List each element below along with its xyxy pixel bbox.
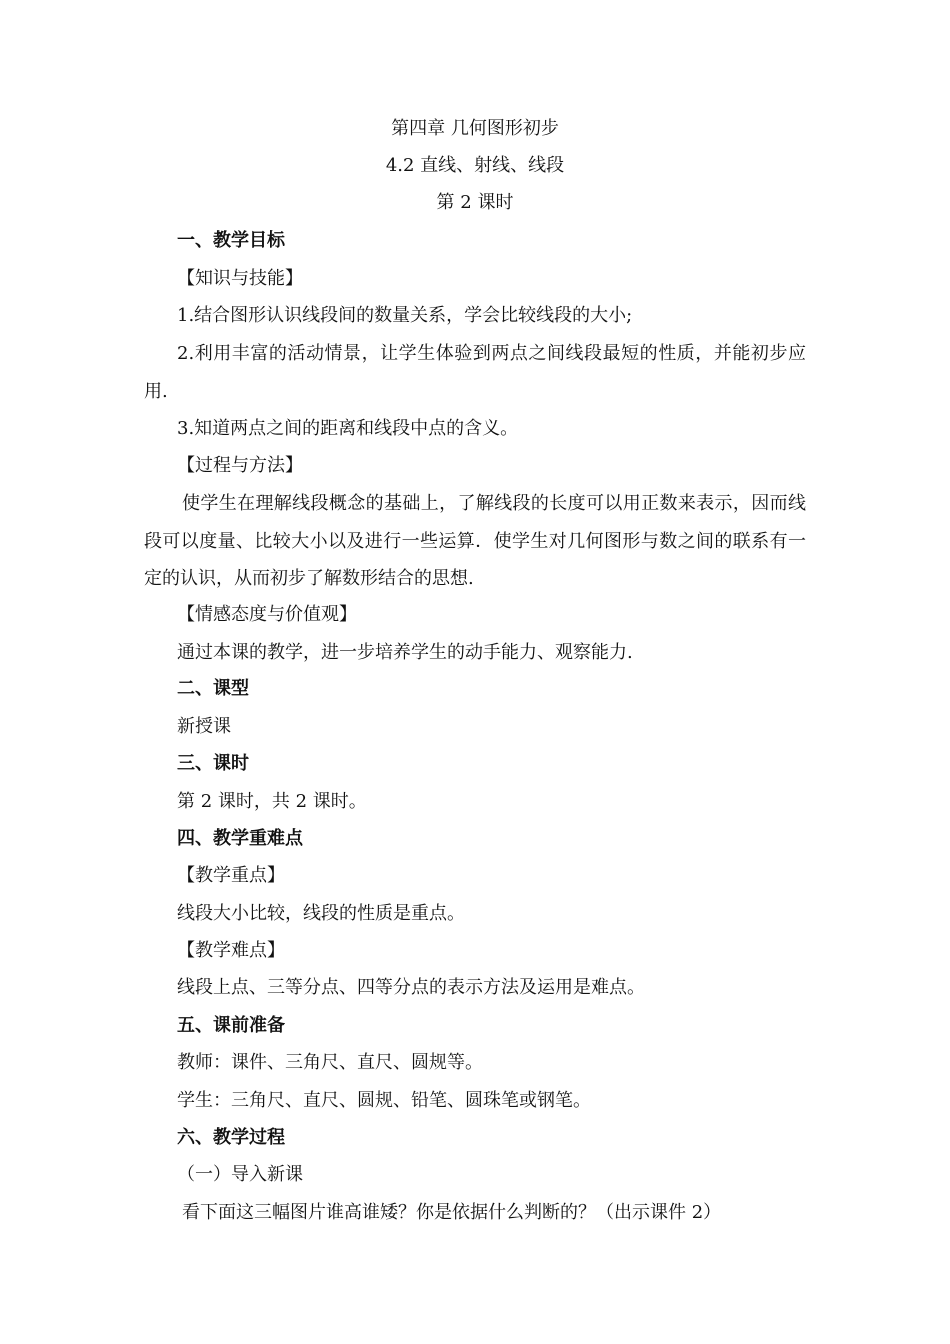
goal-item-3: 3.知道两点之间的距离和线段中点的含义。	[177, 418, 519, 439]
goal-item-1: 1.结合图形认识线段间的数量关系，学会比较线段的大小;	[177, 305, 633, 326]
difficulty-label: 【教学难点】	[177, 940, 285, 961]
lesson-title: 第 2 课时	[436, 192, 514, 213]
focus-label: 【教学重点】	[177, 865, 285, 886]
process-sub1: （一）导入新课	[177, 1164, 303, 1185]
prep-teacher: 教师：课件、三角尺、直尺、圆规等。	[177, 1052, 483, 1073]
type-heading: 二、课型	[177, 678, 249, 699]
emotion-text: 通过本课的教学，进一步培养学生的动手能力、观察能力.	[177, 642, 633, 663]
prep-heading: 五、课前准备	[177, 1015, 285, 1036]
chapter-title: 第四章 几何图形初步	[391, 118, 559, 139]
goals-heading: 一、教学目标	[177, 230, 285, 251]
difficulty-text: 线段上点、三等分点、四等分点的表示方法及运用是难点。	[177, 977, 645, 998]
section-title: 4.2 直线、射线、线段	[385, 155, 565, 176]
key-heading: 四、教学重难点	[177, 828, 303, 849]
type-text: 新授课	[177, 716, 231, 737]
focus-text: 线段大小比较，线段的性质是重点。	[177, 903, 465, 924]
hours-text: 第 2 课时，共 2 课时。	[177, 791, 367, 812]
emotion-label: 【情感态度与价值观】	[177, 604, 357, 625]
hours-heading: 三、课时	[177, 753, 249, 774]
knowledge-label: 【知识与技能】	[177, 268, 303, 289]
process-method-label: 【过程与方法】	[177, 455, 303, 476]
process-text1: 看下面这三幅图片谁高谁矮？你是依据什么判断的？（出示课件 2）	[182, 1202, 722, 1223]
goal-item-2: 2.利用丰富的活动情景，让学生体验到两点之间线段最短的性质，并能初步应用.	[144, 343, 806, 402]
process-method-text: 使学生在理解线段概念的基础上，了解线段的长度可以用正数来表示，因而线段可以度量、比较大小以及进行一些运算．使学生对几何图形与数之间的联系有一定的认识，从而初步了解数形结合的思想.	[144, 493, 806, 589]
process-heading: 六、教学过程	[177, 1127, 285, 1148]
prep-student: 学生：三角尺、直尺、圆规、铅笔、圆珠笔或钢笔。	[177, 1090, 591, 1111]
